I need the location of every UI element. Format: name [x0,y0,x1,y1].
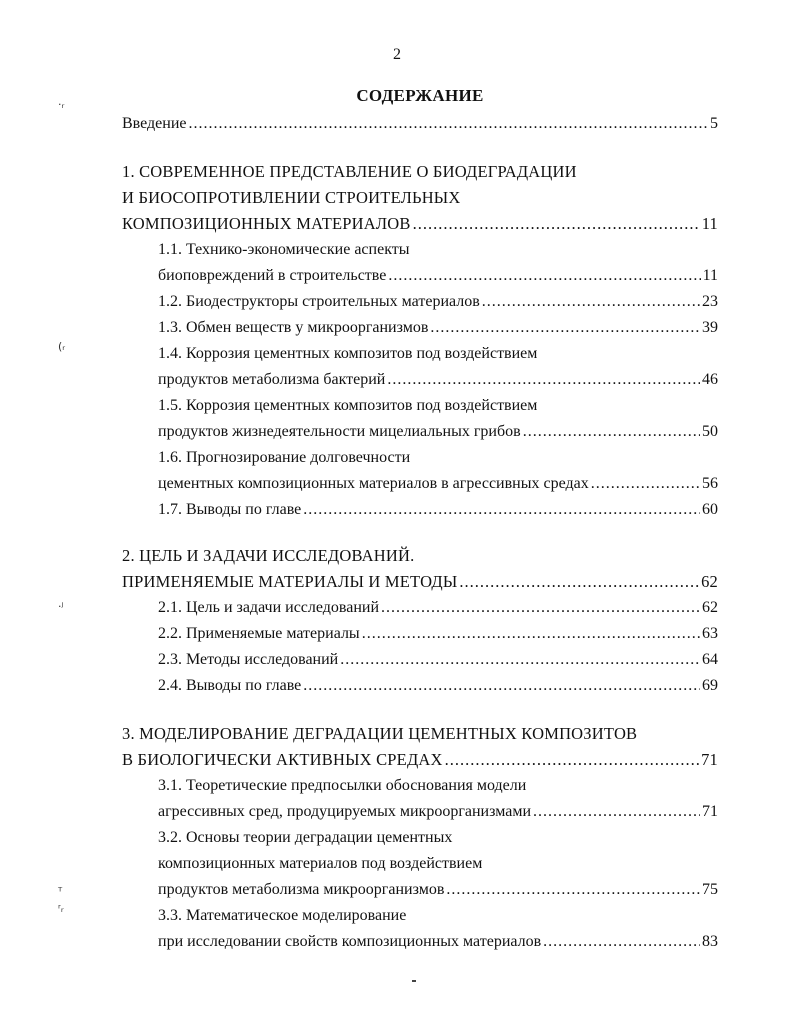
chapter-3-heading: 3. МОДЕЛИРОВАНИЕ ДЕГРАДАЦИИ ЦЕМЕНТНЫХ КОМПОЗИТОВ [122,724,638,743]
toc-entry-1-4[interactable]: продуктов метаболизма бактерий ..... 46 [158,368,718,392]
scan-mark: ·ᵣ [58,98,65,111]
toc-entry-chapter-2[interactable]: ПРИМЕНЯЕМЫЕ МАТЕРИАЛЫ И МЕТОДЫ ..... 62 [122,570,718,594]
toc-entry-1-6: 1.6. Прогнозирование долговечности [158,449,411,466]
toc-entry-intro[interactable]: Введение ..... 5 [122,112,718,136]
page-number: 2 [393,46,401,63]
toc-entry-1-3[interactable]: 1.3. Обмен веществ у микроорганизмов ..... 39 [158,316,718,340]
toc-entry-3-2: композиционных материалов под воздействием [158,855,483,872]
page-title: СОДЕРЖАНИЕ [356,86,484,105]
toc-entry-3-3[interactable]: при исследовании свойств композиционных материалов ..... 83 [158,930,718,954]
toc-entry-3-1: 3.1. Теоретические предпосылки обоснования модели [158,777,527,794]
toc-entry-1-7[interactable]: 1.7. Выводы по главе ..... 60 [158,498,718,522]
toc-entry-2-1[interactable]: 2.1. Цель и задачи исследований ..... 62 [158,596,718,620]
chapter-1-heading: И БИОСОПРОТИВЛЕНИИ СТРОИТЕЛЬНЫХ [122,188,461,207]
scan-mark: ·ʲ [58,600,64,613]
toc-entry-chapter-1[interactable]: КОМПОЗИЦИОННЫХ МАТЕРИАЛОВ ..... 11 [122,212,718,236]
chapter-1-heading: 1. СОВРЕМЕННОЕ ПРЕДСТАВЛЕНИЕ О БИОДЕГРАДАЦИИ [122,162,577,181]
toc-entry-1-5: 1.5. Коррозия цементных композитов под воздействием [158,397,538,414]
toc-entry-1-4: 1.4. Коррозия цементных композитов под воздействием [158,345,538,362]
toc-entry-3-1[interactable]: агрессивных сред, продуцируемых микроорганизмами ..... 71 [158,800,718,824]
toc-entry-3-2: 3.2. Основы теории деградации цементных [158,829,453,846]
toc-entry-2-3[interactable]: 2.3. Методы исследований ..... 64 [158,648,718,672]
toc-entry-1-5[interactable]: продуктов жизнедеятельности мицелиальных грибов ..... 50 [158,420,718,444]
toc-entry-3-2[interactable]: продуктов метаболизма микроорганизмов ..... 75 [158,878,718,902]
toc-entry-1-6[interactable]: цементных композиционных материалов в агрессивных средах ..... 56 [158,472,718,496]
toc-entry-3-3: 3.3. Математическое моделирование [158,907,407,924]
toc-entry-2-4[interactable]: 2.4. Выводы по главе ..... 69 [158,674,718,698]
scan-mark: ʳᵣ [58,902,64,915]
toc-entry-chapter-3[interactable]: В БИОЛОГИЧЕСКИ АКТИВНЫХ СРЕДАХ ..... 71 [122,748,718,772]
toc-entry-2-2[interactable]: 2.2. Применяемые материалы ..... 63 [158,622,718,646]
toc-entry-1-2[interactable]: 1.2. Биодеструкторы строительных материалов ..... 23 [158,290,718,314]
scan-mark: ᵀ [58,885,63,898]
scan-mark: (ᵣ [58,340,66,353]
chapter-2-heading: 2. ЦЕЛЬ И ЗАДАЧИ ИССЛЕДОВАНИЙ. [122,546,415,565]
toc-entry-1-1[interactable]: биоповреждений в строительстве ..... 11 [158,264,718,288]
toc-entry-1-1: 1.1. Технико-экономические аспекты [158,241,410,258]
